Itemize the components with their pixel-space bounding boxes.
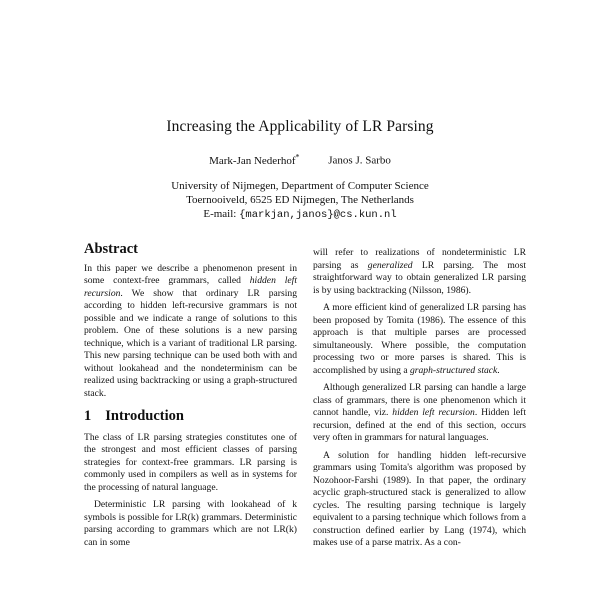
right-p2-text-b: . — [497, 364, 500, 376]
email-label: E-mail: — [203, 208, 237, 220]
section-heading-introduction — [84, 410, 297, 423]
abstract-body — [84, 263, 297, 401]
section-title: Introduction — [105, 408, 184, 424]
affiliation-block — [0, 179, 600, 222]
affiliation-line-2: Toernooiveld, 6525 ED Nijmegen, The Netherlands — [186, 194, 414, 206]
author-1-name: Mark-Jan Nederhof — [209, 154, 296, 167]
intro-paragraph-1: The class of LR parsing strategies constitutes one of the strongest and most efficient classes of parsing strategies for context-free grammars. LR parsing is commonly used in compilers as well as in systems for the processing of natural language. — [84, 431, 297, 493]
abstract-text-b: . We show that ordinary LR parsing according to hidden left-recursive grammars is not possible and we indicate a range of solutions to this problem. One of these solutions is a new parsing technique, which is a variant of traditional LR parsing. This new parsing technique can be used both with and without lookahead and the nondeterminism can be realized using backtracking or using a graph-structured stack. — [84, 287, 297, 399]
section-number: 1 — [84, 408, 92, 424]
right-p1-text-b: LR parsing. The most straightforward way to obtain generalized LR parsing is by using backtracking (Nilsson, 1986). — [313, 259, 526, 296]
right-p3-text-b: . Hidden left recursion, defined at the end of this section, occurs very often in grammars for natural languages. — [313, 407, 526, 443]
email-address: {markjan,janos}@cs.kun.nl — [239, 209, 397, 221]
abstract-text-a: In this paper we describe a phenomenon present in some context-free grammars, called — [84, 262, 297, 286]
right-p1-text-a: will refer to realizations of nondeterministic LR parsing as — [313, 247, 526, 271]
author-list — [0, 152, 600, 167]
paper-title: Increasing the Applicability of LR Parsing — [166, 118, 434, 135]
right-paragraph-3 — [313, 382, 526, 445]
right-column — [313, 247, 526, 555]
intro-paragraph-2: Deterministic LR parsing with lookahead of k symbols is possible for LR(k) grammars. Deterministic parsing according to grammars which are not LR(k) can in some — [84, 499, 297, 548]
right-p1-term: generalized — [367, 259, 413, 271]
right-paragraph-4: A solution for handling hidden left-recursive grammars using Tomita's algorithm was proposed by Nozohoor-Farshi (1989). In that paper, the ordinary acyclic graph-structured stack is generalized to allow cycles. The resulting parsing technique is largely equivalent to a parsing technique which follows from a construction defined earlier by Lang (1974), which makes use of a parse matrix. As a con- — [313, 449, 526, 548]
author-1 — [209, 152, 300, 167]
right-paragraph-1 — [313, 247, 526, 297]
right-p2-text-a: A more efficient kind of generalized LR parsing has been proposed by Tomita (1986). The essence of this approach is that multiple parses are processed simultaneously. Where possible, the computation processing two or more parses is shared. This is accomplished by using a — [313, 302, 526, 376]
abstract-term: hidden left recursion — [84, 275, 297, 299]
right-p3-text-a: Although generalized LR parsing can handle a large class of grammars, there is one phenomenon which it cannot handle, viz. — [313, 382, 526, 418]
author-1-footnote-mark: * — [295, 152, 300, 161]
affiliation-line-1: University of Nijmegen, Department of Computer Science — [171, 180, 429, 192]
affiliation-email-line — [0, 207, 600, 222]
right-p3-term: hidden left recursion — [392, 407, 475, 418]
author-2: Janos J. Sarbo — [328, 154, 391, 167]
right-paragraph-2 — [313, 302, 526, 377]
right-p2-term: graph-structured stack — [409, 364, 498, 376]
abstract-heading: Abstract — [84, 241, 138, 257]
abstract-paragraph — [84, 263, 297, 401]
left-column — [84, 243, 297, 554]
